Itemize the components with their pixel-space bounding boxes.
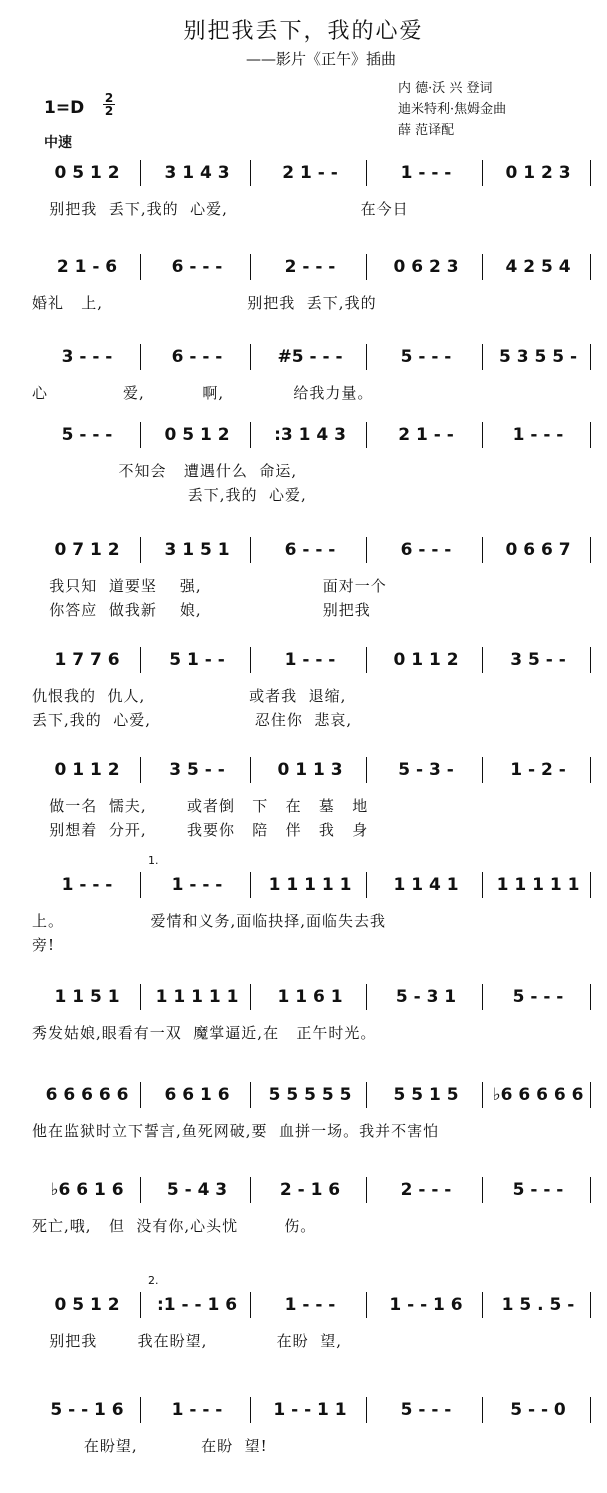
notes-line [32, 158, 592, 188]
lyric-line: 别把我 我在盼望, 在盼 望, [32, 1332, 342, 1350]
measure: 3 1 4 3 [164, 163, 230, 183]
bar-line [590, 1177, 591, 1203]
bar-line [140, 872, 141, 898]
measure: 1 - - 1 1 [273, 1400, 347, 1420]
bar-line [140, 984, 141, 1010]
bar-line [482, 254, 483, 280]
measure: 6 6 1 6 [164, 1085, 230, 1105]
measure: 4 2 5 4 [505, 257, 571, 277]
lyric-line: 旁! [32, 936, 56, 954]
lyric-line: 不知会 遭遇什么 命运, [32, 462, 298, 480]
lyric-line: 上。 爱情和义务,面临抉择,面临失去我 [32, 912, 387, 930]
measure: ♭6 6 1 6 [50, 1180, 124, 1200]
bar-line [250, 537, 251, 563]
measure: 3 1 5 1 [164, 540, 230, 560]
notes-line [32, 252, 592, 282]
bar-line [590, 757, 591, 783]
measure: 2 1 - 6 [56, 257, 118, 277]
measure: 5 5 1 5 [393, 1085, 459, 1105]
bar-line [140, 1177, 141, 1203]
bar-line [140, 254, 141, 280]
measure: 1 1 5 1 [54, 987, 120, 1007]
bar-line [366, 872, 367, 898]
lyric-line: 婚礼 上, 别把我 丢下,我的 [32, 294, 377, 312]
measure: 1 - - - [284, 1295, 336, 1315]
bar-line [250, 1292, 251, 1318]
notes-line [32, 1175, 592, 1205]
measure: 0 5 1 2 [54, 1295, 120, 1315]
bar-line [140, 422, 141, 448]
bar-line [590, 1397, 591, 1423]
bar-line [482, 422, 483, 448]
measure: 1 - - - [171, 1400, 223, 1420]
measure: 5 - - 1 6 [50, 1400, 124, 1420]
bar-line [250, 422, 251, 448]
measure: 6 - - - [400, 540, 452, 560]
measure: 1 - - - [512, 425, 564, 445]
measure: 5 1 - - [169, 650, 225, 670]
measure: 0 1 2 3 [505, 163, 571, 183]
measure: #5 - - - [277, 347, 343, 367]
measure: 0 1 1 2 [393, 650, 459, 670]
lyric-line: 别想着 分开, 我要你 陪 伴 我 身 [32, 821, 369, 839]
measure: 1 1 4 1 [393, 875, 459, 895]
bar-line [250, 872, 251, 898]
measure: 5 - - - [512, 1180, 564, 1200]
credit-translator: 薛 范译配 [398, 123, 455, 138]
measure: 5 - 4 3 [166, 1180, 228, 1200]
measure: 1 - - - [400, 163, 452, 183]
bar-line [482, 1082, 483, 1108]
measure: 2 1 - - [282, 163, 338, 183]
notes-line [32, 535, 592, 565]
measure: 5 - 3 - [398, 760, 454, 780]
bar-line [366, 160, 367, 186]
credits [398, 78, 598, 141]
time-signature [103, 92, 115, 117]
bar-line [366, 254, 367, 280]
time-signature-top: 2 [104, 91, 114, 105]
time-signature-bottom: 2 [104, 104, 114, 118]
tempo-marking: 中速 [44, 135, 72, 151]
lyric-line: 别把我 丢下,我的 心爱, 在今日 [32, 200, 409, 218]
lyric-line: 仇恨我的 仇人, 或者我 退缩, [32, 687, 347, 705]
bar-line [250, 1397, 251, 1423]
lyric-line: 死亡,哦, 但 没有你,心头忧 伤。 [32, 1217, 317, 1235]
bar-line [366, 1397, 367, 1423]
lyric-line: 你答应 做我新 娘, 别把我 [32, 601, 371, 619]
measure: 1 5 . 5 - [501, 1295, 575, 1315]
bar-line [590, 1292, 591, 1318]
measure: ♭6 6 6 6 6 [492, 1085, 584, 1105]
measure: 0 5 1 2 [164, 425, 230, 445]
notes-line [32, 342, 592, 372]
measure: 6 - - - [171, 257, 223, 277]
measure: :1 - - 1 6 [156, 1295, 238, 1315]
lyric-line: 我只知 道要坚 强, 面对一个 [32, 577, 387, 595]
measure: 2 - - - [400, 1180, 452, 1200]
bar-line [482, 537, 483, 563]
notes-line [32, 1290, 592, 1320]
measure: 0 1 1 2 [54, 760, 120, 780]
lyric-line: 他在监狱时立下誓言,鱼死网破,要 血拼一场。我并不害怕 [32, 1122, 440, 1140]
measure: 0 6 2 3 [393, 257, 459, 277]
measure: 1 1 1 1 1 [268, 875, 352, 895]
lyric-line: 在盼望, 在盼 望! [32, 1437, 268, 1455]
bar-line [140, 537, 141, 563]
bar-line [366, 647, 367, 673]
measure: 3 - - - [61, 347, 113, 367]
measure: 5 - 3 1 [395, 987, 457, 1007]
bar-line [590, 422, 591, 448]
lyric-line: 心 爱, 啊, 给我力量。 [32, 384, 374, 402]
measure: 5 3 5 5 - [498, 347, 578, 367]
measure: 1 - - 1 6 [389, 1295, 463, 1315]
measure: 1 1 1 1 1 [155, 987, 239, 1007]
measure: 5 - - 0 [510, 1400, 566, 1420]
bar-line [140, 1082, 141, 1108]
bar-line [590, 984, 591, 1010]
notes-line [32, 1080, 592, 1110]
bar-line [590, 647, 591, 673]
bar-line [482, 1177, 483, 1203]
bar-line [366, 1082, 367, 1108]
measure: 2 - - - [284, 257, 336, 277]
bar-line [366, 537, 367, 563]
bar-line [482, 872, 483, 898]
bar-line [250, 254, 251, 280]
bar-line [590, 1082, 591, 1108]
notes-line [32, 870, 592, 900]
bar-line [250, 160, 251, 186]
lyric-line: 丢下,我的 心爱, [32, 486, 307, 504]
measure: 1 - 2 - [510, 760, 566, 780]
bar-line [482, 1397, 483, 1423]
bar-line [250, 1177, 251, 1203]
measure: 0 7 1 2 [54, 540, 120, 560]
measure: 5 - - - [400, 347, 452, 367]
bar-line [366, 984, 367, 1010]
measure: 1 1 1 1 1 [496, 875, 580, 895]
notes-line [32, 420, 592, 450]
bar-line [590, 537, 591, 563]
measure: 5 - - - [61, 425, 113, 445]
measure: 6 6 6 6 6 [45, 1085, 129, 1105]
bar-line [366, 344, 367, 370]
bar-line [250, 647, 251, 673]
measure: 1 - - - [61, 875, 113, 895]
measure: 0 1 1 3 [277, 760, 343, 780]
bar-line [140, 647, 141, 673]
measure: 0 5 1 2 [54, 163, 120, 183]
notes-line [32, 645, 592, 675]
measure: 0 6 6 7 [505, 540, 571, 560]
measure: :3 1 4 3 [274, 425, 346, 445]
key-signature: 1=D [44, 98, 85, 118]
song-subtitle: ——影片《正午》插曲 [246, 50, 397, 68]
credit-lyricist: 内 德·沃 兴 登词 [398, 81, 493, 96]
bar-line [250, 757, 251, 783]
bar-line [140, 344, 141, 370]
notes-line [32, 755, 592, 785]
measure: 5 - - - [512, 987, 564, 1007]
lyric-line: 丢下,我的 心爱, 忍住你 悲哀, [32, 711, 353, 729]
bar-line [140, 757, 141, 783]
bar-line [482, 160, 483, 186]
bar-line [250, 344, 251, 370]
bar-line [140, 1397, 141, 1423]
bar-line [482, 344, 483, 370]
volta-bracket-label: 2. [148, 1274, 159, 1287]
credit-composer: 迪米特利·焦姆金曲 [398, 102, 507, 117]
bar-line [366, 1177, 367, 1203]
measure: 5 - - - [400, 1400, 452, 1420]
bar-line [482, 984, 483, 1010]
bar-line [590, 254, 591, 280]
bar-line [366, 422, 367, 448]
song-title: 别把我丢下，我的心爱 [183, 19, 424, 44]
volta-bracket-label: 1. [148, 854, 159, 867]
measure: 1 7 7 6 [54, 650, 120, 670]
bar-line [482, 647, 483, 673]
bar-line [250, 1082, 251, 1108]
bar-line [366, 757, 367, 783]
bar-line [590, 344, 591, 370]
notes-line [32, 1395, 592, 1425]
notes-line [32, 982, 592, 1012]
measure: 1 - - - [284, 650, 336, 670]
measure: 1 1 6 1 [277, 987, 343, 1007]
bar-line [482, 1292, 483, 1318]
lyric-line: 秀发姑娘,眼看有一双 魔掌逼近,在 正午时光。 [32, 1024, 377, 1042]
bar-line [482, 757, 483, 783]
measure: 6 - - - [284, 540, 336, 560]
lyric-line: 做一名 懦夫, 或者倒 下 在 墓 地 [32, 797, 369, 815]
bar-line [250, 984, 251, 1010]
measure: 5 5 5 5 5 [268, 1085, 352, 1105]
measure: 2 1 - - [398, 425, 454, 445]
measure: 3 5 - - [169, 760, 225, 780]
bar-line [140, 1292, 141, 1318]
measure: 2 - 1 6 [279, 1180, 341, 1200]
bar-line [590, 872, 591, 898]
bar-line [366, 1292, 367, 1318]
measure: 1 - - - [171, 875, 223, 895]
bar-line [590, 160, 591, 186]
measure: 3 5 - - [510, 650, 566, 670]
bar-line [140, 160, 141, 186]
measure: 6 - - - [171, 347, 223, 367]
